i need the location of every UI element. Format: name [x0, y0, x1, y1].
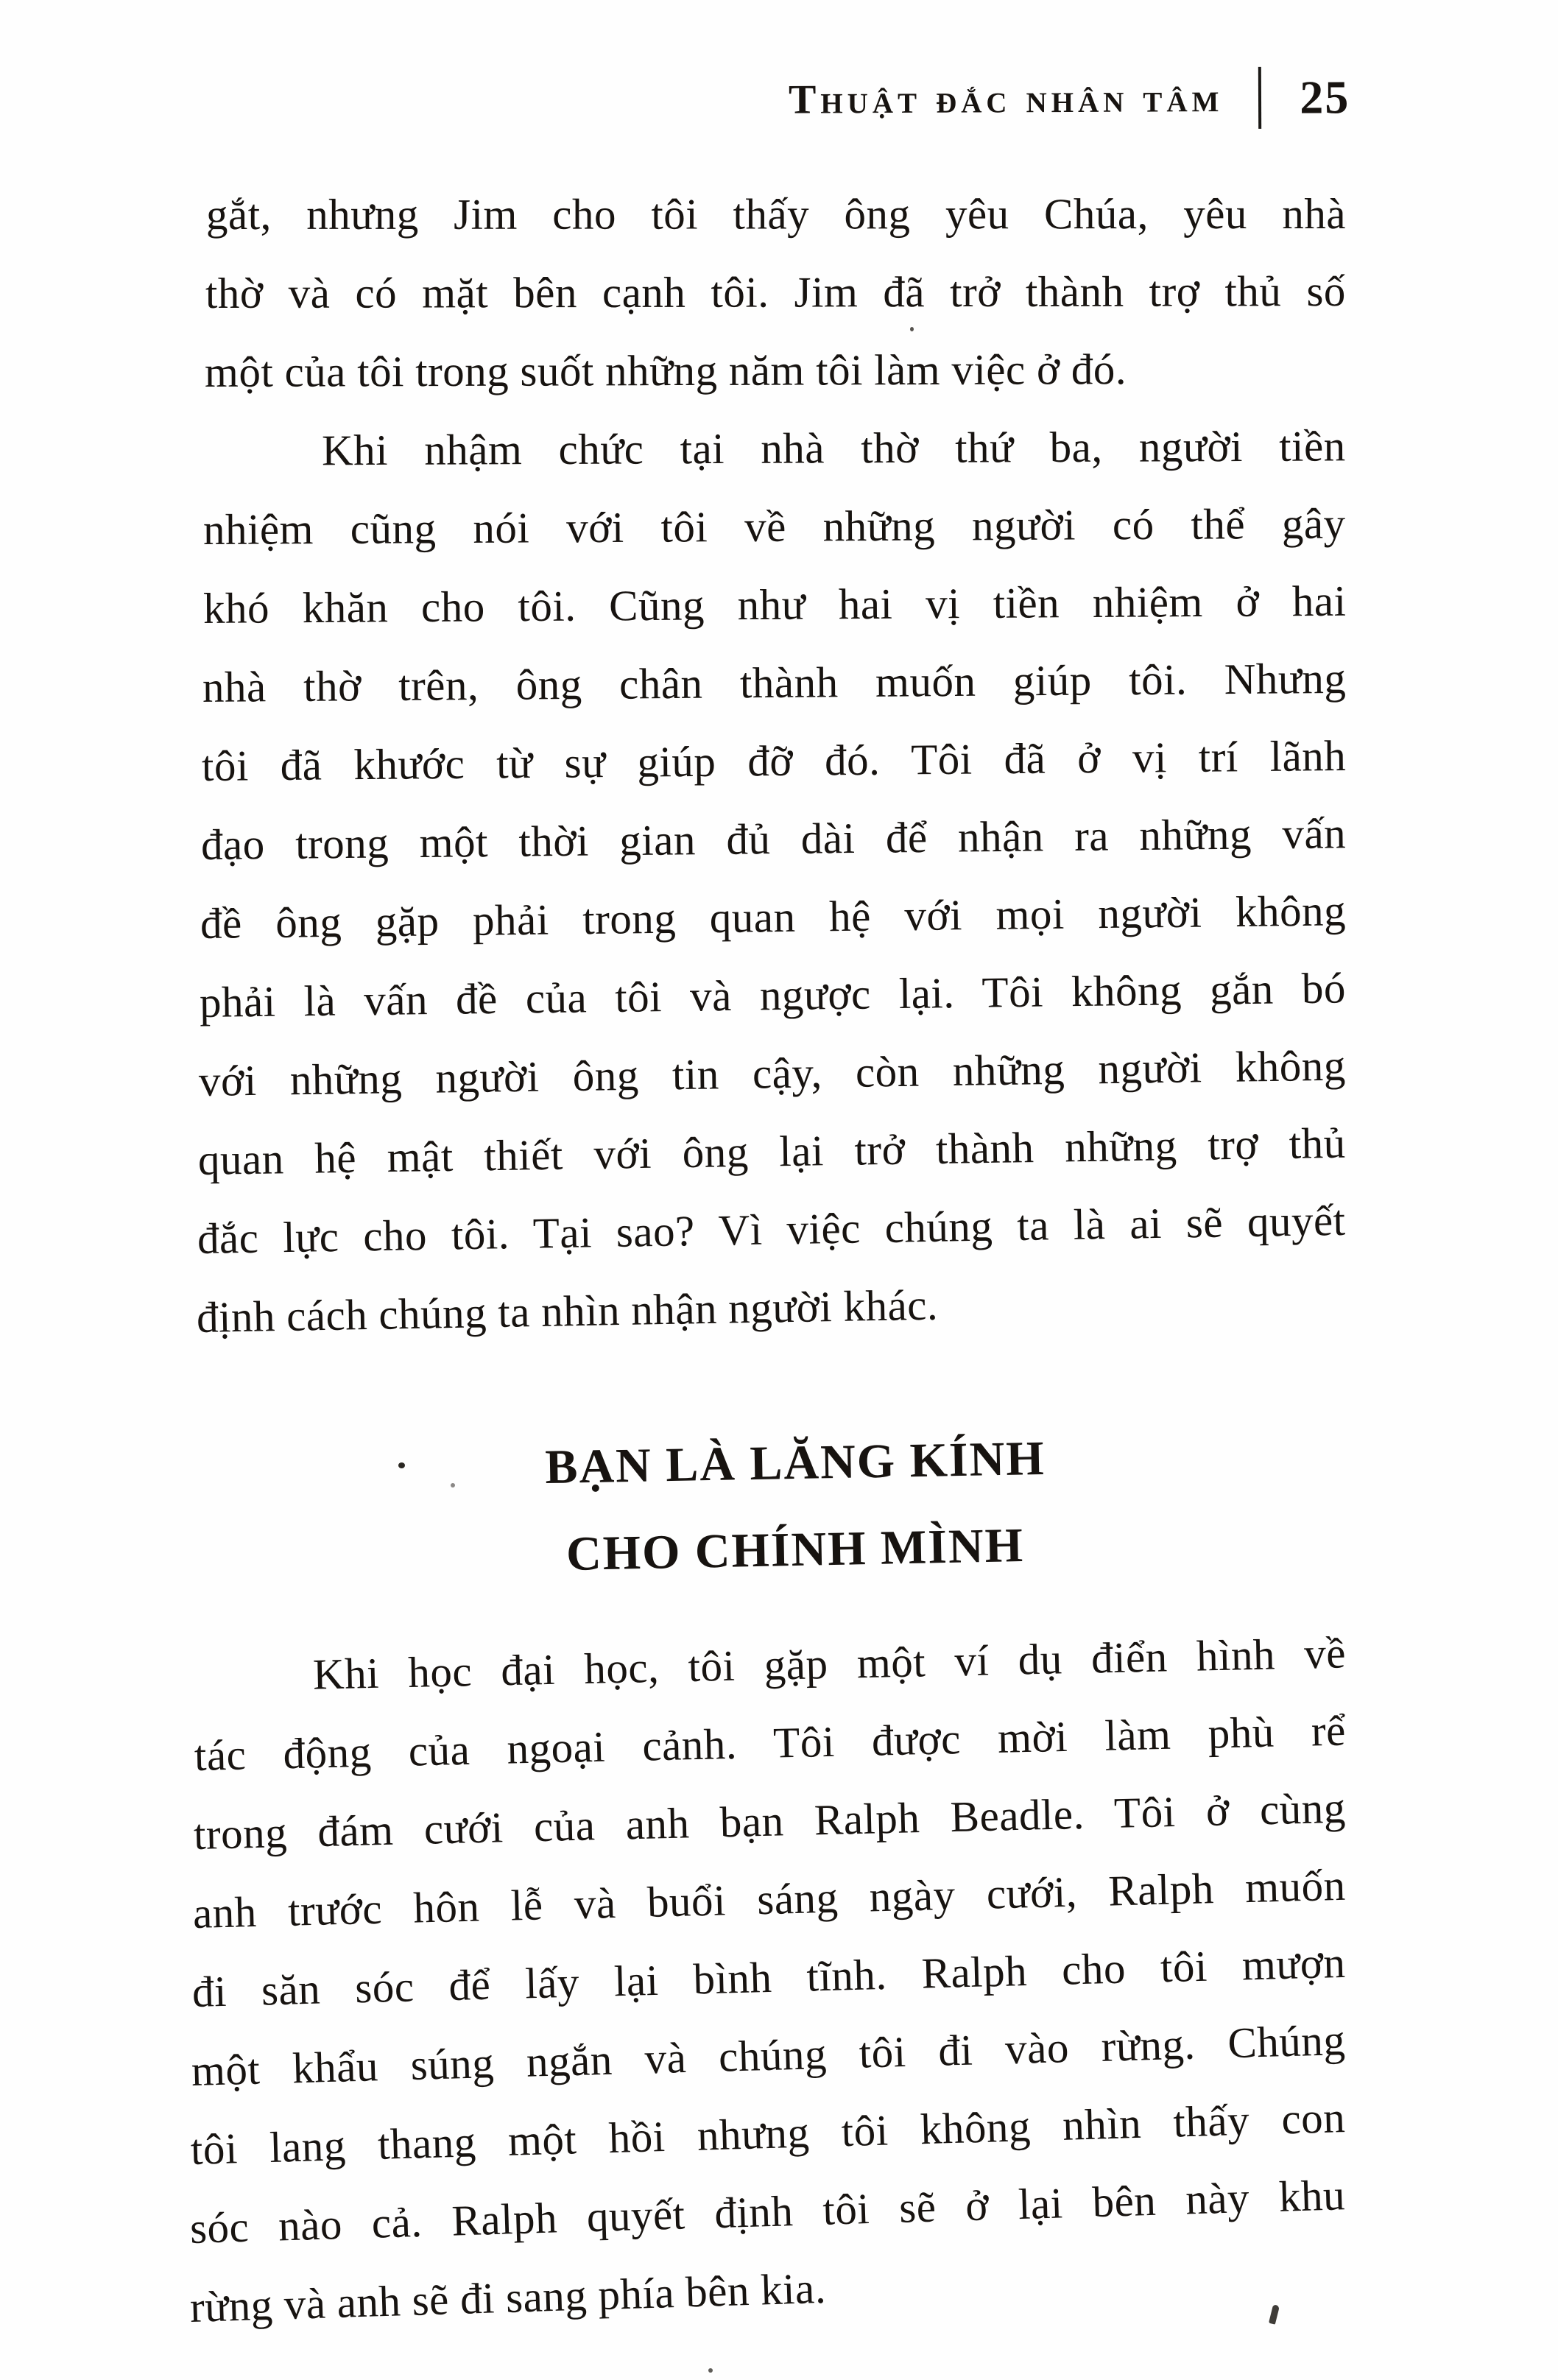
text-line: nhiệm cũng nói với tôi về những người có thể gây	[203, 499, 1347, 554]
text-line: tôi lang thang một hồi nhưng tôi không nhìn thấy con	[190, 2093, 1347, 2174]
text-line: đắc lực cho tôi. Tại sao? Vì việc chúng ta là ai sẽ quyết	[197, 1195, 1347, 1263]
scan-artifact-dot	[451, 1483, 455, 1488]
text-line: định cách chúng ta nhìn nhận người khác.	[196, 1280, 940, 1342]
header-divider	[1258, 67, 1261, 129]
text-line: đạo trong một thời gian đủ dài để nhận ra những vấn	[200, 809, 1347, 869]
text-line: Khi học đại học, tôi gặp một ví dụ điển hình về	[311, 1628, 1347, 1699]
text-line: đề ông gặp phải trong quan hệ với mọi người không	[200, 886, 1347, 948]
text-line: tôi đã khước từ sự giúp đỡ đó. Tôi đã ở vị trí lãnh	[201, 731, 1347, 790]
section-heading	[206, 1420, 1365, 1594]
text-line: trong đám cưới của anh bạn Ralph Beadle. Tôi ở cùng	[193, 1783, 1347, 1859]
text-line: một khẩu súng ngắn và chúng tôi đi vào rừng. Chúng	[191, 2015, 1347, 2095]
text-line: phải là vấn đề của tôi và ngược lại. Tôi không gắn bó	[199, 963, 1347, 1027]
text-line: rừng và anh sẽ đi sang phía bên kia.	[188, 2263, 827, 2331]
text-line: sóc nào cả. Ralph quyết định tôi sẽ ở lại bên này khu	[189, 2170, 1347, 2253]
text-line: Khi nhậm chức tại nhà thờ thứ ba, người tiền	[322, 421, 1347, 475]
text-line: gắt, nhưng Jim cho tôi thấy ông yêu Chúa, yêu nhà	[205, 189, 1347, 239]
text-line: đi săn sóc để lấy lại bình tĩnh. Ralph cho tôi mượn	[191, 1937, 1347, 2016]
page-number: 25	[1299, 71, 1350, 124]
text-line: quan hệ mật thiết với ông lại trở thành những trợ thủ	[197, 1118, 1347, 1184]
text-line: một của tôi trong suốt những năm tôi làm việc ở đó.	[205, 345, 1127, 396]
text-line: khó khăn cho tôi. Cũng như hai vị tiền nhiệm ở hai	[202, 576, 1347, 633]
scan-artifact-dot	[708, 2368, 713, 2373]
scan-artifact-dot	[398, 1462, 405, 1468]
scan-artifact-dot	[910, 327, 914, 331]
text-line: anh trước hôn lễ và buổi sáng ngày cưới, Ralph muốn	[192, 1860, 1347, 1937]
text-line: nhà thờ trên, ông chân thành muốn giúp tôi. Nhưng	[202, 653, 1347, 711]
body-text-upper	[196, 175, 1347, 1357]
running-head-title: Thuật đắc nhân tâm	[788, 75, 1224, 123]
text-line: với những người ông tin cậy, còn những người không	[198, 1041, 1347, 1105]
section-heading-line-2: CHO CHÍNH MÌNH	[565, 1518, 1025, 1581]
text-line: thờ và có mặt bên cạnh tôi. Jim đã trở thành trợ thủ số	[205, 267, 1347, 317]
running-head	[788, 66, 1350, 130]
section-heading-line-1: BẠN LÀ LĂNG KÍNH	[544, 1431, 1046, 1495]
body-text-lower	[188, 1628, 1347, 2347]
text-line: tác động của ngoại cảnh. Tôi được mời làm phù rể	[194, 1705, 1347, 1780]
